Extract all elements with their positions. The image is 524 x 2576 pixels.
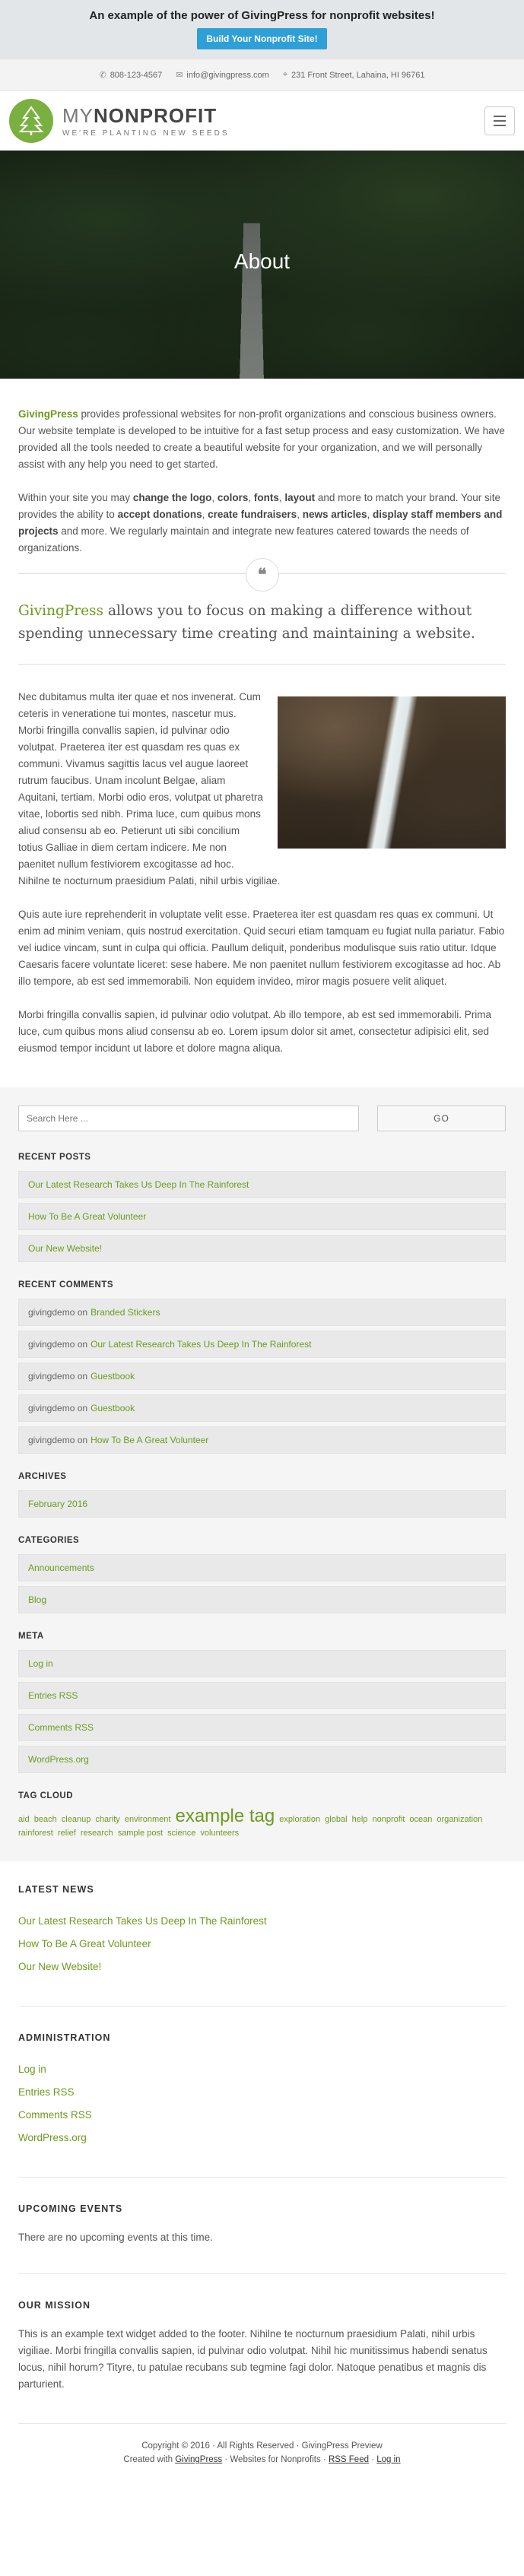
categories-title: CATEGORIES bbox=[18, 1536, 80, 1545]
tag-link[interactable]: exploration bbox=[279, 1815, 321, 1824]
admin-link[interactable]: WordPress.org bbox=[18, 2132, 87, 2143]
rss-feed-link[interactable]: RSS Feed bbox=[328, 2455, 369, 2464]
list-item bbox=[18, 1650, 506, 1677]
mail-icon: ✉ bbox=[176, 71, 183, 80]
archive-link[interactable]: February 2016 bbox=[28, 1499, 88, 1509]
tag-link[interactable]: cleanup bbox=[61, 1815, 91, 1824]
administration-title: ADMINISTRATION bbox=[18, 2032, 111, 2043]
news-link[interactable]: How To Be A Great Volunteer bbox=[18, 1938, 151, 1949]
tag-link[interactable]: aid bbox=[18, 1815, 30, 1824]
tag-link[interactable]: rainforest bbox=[18, 1829, 53, 1838]
recent-post-link[interactable]: Our Latest Research Takes Us Deep In The Rainforest bbox=[28, 1179, 249, 1190]
article-body bbox=[18, 665, 506, 1074]
events-text: There are no upcoming events at this time. bbox=[18, 2232, 213, 2243]
admin-link[interactable]: Entries RSS bbox=[18, 2086, 75, 2098]
list-item bbox=[18, 1586, 506, 1613]
divider bbox=[18, 2006, 506, 2007]
divider bbox=[18, 2273, 506, 2274]
article-paragraph-2: Quis aute iure reprehenderit in voluptate velit esse. Praeterea iter est quasdam res quas ex communi. Ut enim ad minim veniam, quis nostrud exercitation. Quid securi etiam tamquam eu fugiat nulla pariatur. Fabio vel iudice vincam, sunt in culpa qui officia. Paullum deliquit, ponderibus modulisque suis ratio utitur. Idque Caesaris facere voluntate liceret: sese habere. Me non paenitet nullum festiviorem excogitasse ad hoc. Ab illo tempore, ab est sed immemorabili. Non equidem invideo, miror magis posuere velit aliquet. bbox=[18, 909, 505, 987]
tag-link[interactable]: volunteers bbox=[200, 1829, 240, 1838]
comment-on: on bbox=[77, 1435, 88, 1445]
tag-cloud bbox=[18, 1806, 506, 1840]
list-item bbox=[18, 1490, 506, 1518]
mission-title: OUR MISSION bbox=[18, 2300, 91, 2311]
hero-background-image bbox=[240, 223, 265, 379]
news-link[interactable]: Our New Website! bbox=[18, 1961, 102, 1972]
comment-post-link[interactable]: Guestbook bbox=[91, 1403, 135, 1413]
promo-text: An example of the power of GivingPress for nonprofit websites! bbox=[89, 9, 435, 22]
recent-posts-list bbox=[18, 1171, 506, 1262]
credits-line: Created with GivingPress · Websites for Nonprofits · RSS Feed · Log in bbox=[123, 2455, 401, 2464]
search-form bbox=[18, 1106, 506, 1131]
divider bbox=[18, 2177, 506, 2178]
page-title: About bbox=[233, 249, 291, 273]
comment-author: givingdemo bbox=[28, 1307, 75, 1318]
meta-link[interactable]: Comments RSS bbox=[28, 1722, 94, 1733]
latest-news-widget bbox=[18, 1884, 506, 1978]
tag-link[interactable]: charity bbox=[95, 1815, 120, 1824]
site-footer bbox=[0, 1861, 524, 2489]
contact-bar bbox=[0, 59, 524, 91]
tag-link[interactable]: science bbox=[167, 1829, 196, 1838]
recent-comments-title: RECENT COMMENTS bbox=[18, 1280, 114, 1290]
mission-widget bbox=[18, 2300, 506, 2393]
address-text: 231 Front Street, Lahaina, HI 96761 bbox=[291, 70, 425, 80]
list-item bbox=[18, 1426, 506, 1454]
comment-post-link[interactable]: Our Latest Research Takes Us Deep In The Rainforest bbox=[91, 1339, 312, 1350]
comment-on: on bbox=[77, 1371, 88, 1382]
tree-logo-icon[interactable] bbox=[9, 99, 53, 143]
archives-title: ARCHIVES bbox=[18, 1472, 67, 1481]
search-input[interactable] bbox=[18, 1106, 359, 1131]
recent-post-link[interactable]: How To Be A Great Volunteer bbox=[28, 1211, 147, 1222]
meta-link[interactable]: WordPress.org bbox=[28, 1754, 89, 1765]
list-item bbox=[18, 1171, 506, 1198]
quote-text: GivingPress allows you to focus on making a difference without spending unnecessary time creating and maintaining a website. bbox=[18, 600, 506, 665]
list-item bbox=[18, 1331, 506, 1358]
tag-link[interactable]: nonprofit bbox=[372, 1815, 405, 1824]
list-item bbox=[18, 1554, 506, 1581]
meta-link[interactable]: Log in bbox=[28, 1658, 53, 1669]
tag-link[interactable]: sample post bbox=[117, 1829, 163, 1838]
list-item bbox=[18, 1746, 506, 1773]
intro-paragraph-2: Within your site you may change the logo, colors, fonts, layout and more to match your brand. Your site provides the ability to accept donations, create fundraisers, news articles, display staff members and projects and more. We regularly maintain and integrate new features catered towards the needs of organizations. bbox=[18, 492, 503, 554]
mission-text: This is an example text widget added to the footer. Nihilne te nocturnum praesidium Palati, nihil urbis vigiliae. Morbi fringilla convallis sapien, id pulvinar odio volutpat. Nihil hic munitissimus habendi senatus locus, nihil horum? Tityre, tu patulae recubans sub tegmine fagi dolor. Natoque penatibus et magnis dis parturient. bbox=[18, 2328, 487, 2390]
contact-phone[interactable] bbox=[99, 70, 162, 80]
list-item bbox=[18, 1714, 506, 1741]
admin-link[interactable]: Comments RSS bbox=[18, 2109, 92, 2121]
phone-text: 808-123-4567 bbox=[110, 70, 163, 80]
site-tagline: WE'RE PLANTING NEW SEEDS bbox=[62, 128, 230, 138]
intro-paragraph-1: GivingPress provides professional websites for non-profit organizations and conscious business owners. Our website template is developed to be intuitive for a fast setup process and easy customization. We have provided all the tools needed to create a beautiful website for your organization, and we will personally assist with any help you need to get started. bbox=[18, 408, 505, 470]
waterfall-image bbox=[278, 696, 506, 849]
comment-author: givingdemo bbox=[28, 1339, 75, 1350]
search-button[interactable]: GO bbox=[377, 1106, 506, 1131]
article-paragraph-1: Nec dubitamus multa iter quae et nos invenerat. Cum ceteris in veneratione tui montes, nascetur mus. Morbi fringilla convallis sapien, id pulvinar odio volutpat. Praeterea iter est quasdam res quas ex communi. Vivamus sagittis lacus vel augue laoreet rutrum faucibus. Unam incolunt Belgae, aliam Aquitani, tertiam. Morbi odio eros, volutpat ut pharetra vitae, lobortis sed nibh. Prima luce, cum quibus mons aliud consensu ab eo. Petierunt uti sibi concilium totius Galliae in diem certam indicere. Me non paenitet nullum festiviorem excogitasse ad hoc. Nihilne te nocturnum praesidium Palati, nihil urbis vigiliae. bbox=[18, 691, 281, 887]
tag-link[interactable]: help bbox=[351, 1815, 368, 1824]
meta-link[interactable]: Entries RSS bbox=[28, 1690, 78, 1701]
article-paragraph-3: Morbi fringilla convallis sapien, id pulvinar odio volutpat. Ab illo tempore, ab est sed immemorabili. Prima luce, cum quibus mons aliud consensu ab eo. Lorem ipsum dolor sit amet, consectetur adipisici elit, sed eiusmod tempor incidunt ut labore et dolore magna aliqua. bbox=[18, 1009, 492, 1054]
promo-banner bbox=[0, 0, 524, 59]
meta-title: META bbox=[18, 1632, 44, 1641]
location-icon: ⌖ bbox=[282, 70, 288, 79]
build-site-button[interactable]: Build Your Nonprofit Site! bbox=[197, 28, 326, 49]
list-item bbox=[18, 1203, 506, 1230]
events-widget bbox=[18, 2203, 506, 2246]
tag-link[interactable]: global bbox=[325, 1815, 348, 1824]
archives-list bbox=[18, 1490, 506, 1518]
comment-post-link[interactable]: How To Be A Great Volunteer bbox=[91, 1435, 209, 1445]
comment-author: givingdemo bbox=[28, 1371, 75, 1382]
list-item bbox=[18, 1235, 506, 1262]
comment-post-link[interactable]: Branded Stickers bbox=[91, 1307, 160, 1318]
site-header bbox=[0, 91, 524, 151]
sidebar bbox=[0, 1087, 524, 1861]
copyright-text: Copyright © 2016 · All Rights Reserved · GivingPress Preview bbox=[141, 2441, 383, 2451]
pull-quote bbox=[18, 565, 506, 665]
administration-widget bbox=[18, 2032, 506, 2149]
categories-list bbox=[18, 1554, 506, 1613]
comment-post-link[interactable]: Guestbook bbox=[91, 1371, 135, 1382]
contact-address bbox=[283, 70, 425, 80]
contact-email[interactable] bbox=[176, 70, 269, 80]
tag-link[interactable]: environment bbox=[124, 1815, 171, 1824]
copyright-bar bbox=[18, 2423, 506, 2489]
site-logo-text[interactable] bbox=[62, 104, 230, 138]
comment-author: givingdemo bbox=[28, 1435, 75, 1445]
list-item bbox=[18, 1363, 506, 1390]
hamburger-icon[interactable] bbox=[484, 106, 515, 135]
events-title: UPCOMING EVENTS bbox=[18, 2203, 123, 2214]
news-link[interactable]: Our Latest Research Takes Us Deep In The Rainforest bbox=[18, 1915, 267, 1927]
tag-link[interactable]: beach bbox=[33, 1815, 57, 1824]
tag-cloud-title: TAG CLOUD bbox=[18, 1791, 74, 1800]
phone-icon: ✆ bbox=[99, 71, 106, 80]
hero-banner bbox=[0, 151, 524, 379]
meta-list bbox=[18, 1650, 506, 1773]
comment-on: on bbox=[77, 1307, 88, 1318]
tag-link[interactable]: research bbox=[80, 1829, 113, 1838]
tag-link[interactable]: ocean bbox=[409, 1815, 433, 1824]
list-item bbox=[18, 1394, 506, 1422]
recent-posts-title: RECENT POSTS bbox=[18, 1153, 91, 1162]
login-link[interactable]: Log in bbox=[376, 2455, 401, 2464]
main-content bbox=[0, 379, 524, 1074]
comment-on: on bbox=[77, 1339, 88, 1350]
category-link[interactable]: Announcements bbox=[28, 1562, 94, 1573]
list-item bbox=[18, 1299, 506, 1326]
tag-link-example[interactable]: example tag bbox=[175, 1806, 275, 1826]
quote-icon: ❝ bbox=[246, 558, 279, 592]
tag-link[interactable]: relief bbox=[57, 1829, 76, 1838]
givingpress-link[interactable]: GivingPress bbox=[175, 2455, 223, 2464]
recent-post-link[interactable]: Our New Website! bbox=[28, 1243, 103, 1254]
recent-comments-list bbox=[18, 1299, 506, 1454]
tag-link[interactable]: organization bbox=[437, 1815, 483, 1824]
site-name: MYNONPROFIT bbox=[62, 103, 218, 127]
email-text: info@givingpress.com bbox=[186, 70, 269, 80]
latest-news-title: LATEST NEWS bbox=[18, 1884, 94, 1895]
comment-on: on bbox=[77, 1403, 88, 1413]
category-link[interactable]: Blog bbox=[28, 1594, 47, 1605]
comment-author: givingdemo bbox=[28, 1403, 75, 1413]
admin-link[interactable]: Log in bbox=[18, 2064, 46, 2075]
list-item bbox=[18, 1682, 506, 1709]
